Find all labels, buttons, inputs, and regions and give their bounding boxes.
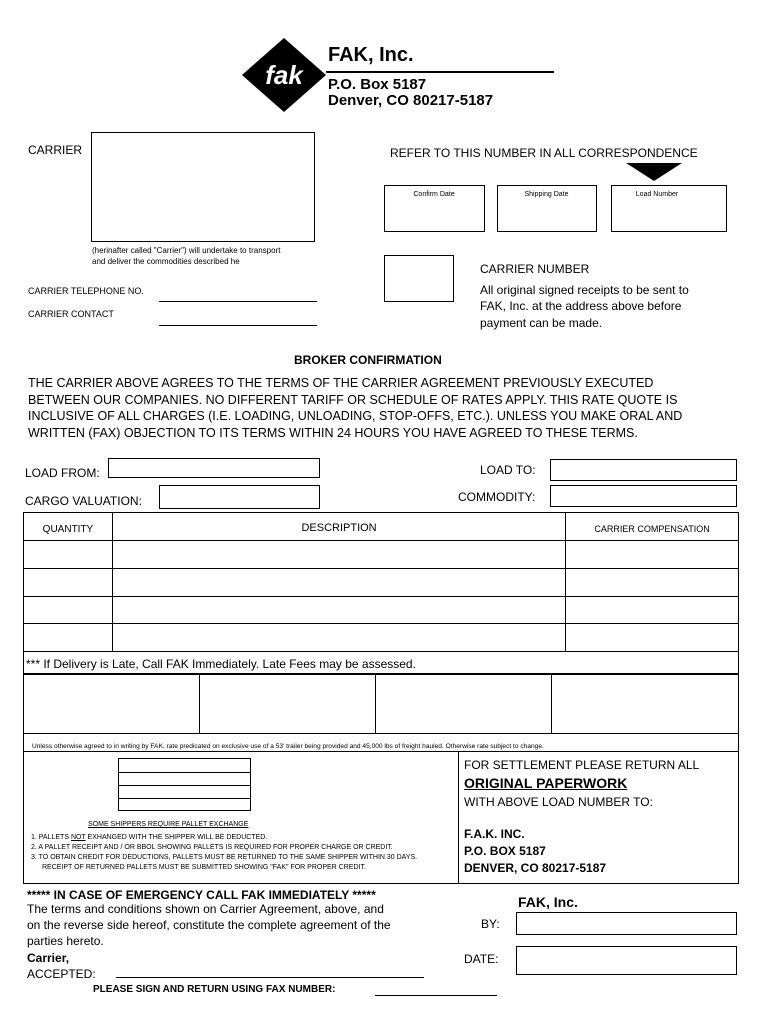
pallet-item-3a: 3. TO OBTAIN CREDIT FOR DEDUCTIONS, PALLETS MUST BE RETURNED TO THE SAME SHIPPER WITHIN 30 DAYS. <box>31 854 418 861</box>
settlement-address-1: F.A.K. INC. <box>464 827 525 841</box>
shipping-date-label: Shipping Date <box>524 191 569 198</box>
description-cell[interactable] <box>112 569 565 597</box>
by-field[interactable] <box>516 912 737 935</box>
date-label: DATE: <box>464 952 499 966</box>
pallet-divider <box>119 772 250 773</box>
pallet-item-3b: RECEIPT OF RETURNED PALLETS MUST BE SUBMITTED SHOWING "FAK" FOR PROPER CREDIT. <box>42 864 366 871</box>
footer-company: FAK, Inc. <box>518 894 578 910</box>
terms-line-2: on the reverse side hereof, constitute the complete agreement of the <box>27 918 391 932</box>
fak-logo <box>242 38 326 112</box>
carrier-signature-label: Carrier, <box>27 951 70 965</box>
terms-line-1: The terms and conditions shown on Carrier Agreement, above, and <box>27 902 384 916</box>
pallet-item-2: 2. A PALLET RECEIPT AND / OR BBOL SHOWING PALLETS IS REQUIRED FOR PROPER CHARGE OR CREDIT. <box>31 844 393 851</box>
accepted-signature-line[interactable] <box>116 977 424 978</box>
company-name: FAK, Inc. <box>328 44 414 66</box>
load-number-label: Load Number <box>635 191 679 198</box>
compensation-cell[interactable] <box>566 569 739 597</box>
load-to-field[interactable] <box>550 459 737 481</box>
carrier-number-label: CARRIER NUMBER <box>480 262 590 276</box>
compensation-header: CARRIER COMPENSATION <box>566 513 739 541</box>
confirm-date-field[interactable] <box>384 185 485 232</box>
by-label: BY: <box>481 917 500 931</box>
load-to-label: LOAD TO: <box>480 463 536 477</box>
carrier-label: CARRIER <box>28 143 83 157</box>
late-notice-row <box>23 651 739 675</box>
carrier-note-line-1: (herinafter called "Carrier") will undertake to transport <box>92 246 281 255</box>
quantity-cell[interactable] <box>24 624 113 652</box>
description-cell[interactable] <box>112 624 565 652</box>
receipts-line-3: payment can be made. <box>480 316 603 330</box>
commodity-field[interactable] <box>550 485 737 507</box>
carrier-name-field[interactable] <box>91 132 315 242</box>
fine-print-row <box>23 733 739 753</box>
receipts-line-2: FAK, Inc. at the address above before <box>480 299 682 313</box>
broker-line-1: THE CARRIER ABOVE AGREES TO THE TERMS OF THE CARRIER AGREEMENT PREVIOUSLY EXECUTED <box>28 376 654 390</box>
pallet-count-box[interactable] <box>118 758 251 811</box>
settlement-address-3: DENVER, CO 80217-5187 <box>464 861 607 875</box>
fax-label: PLEASE SIGN AND RETURN USING FAX NUMBER: <box>93 984 336 995</box>
compensation-cell[interactable] <box>566 624 739 652</box>
commodity-label: COMMODITY: <box>458 490 536 504</box>
header-rule <box>326 71 554 73</box>
description-cell[interactable] <box>112 597 565 624</box>
broker-title: BROKER CONFIRMATION <box>294 353 442 367</box>
quantity-cell[interactable] <box>24 569 113 597</box>
extra-cell[interactable] <box>199 674 375 736</box>
compensation-cell[interactable] <box>566 597 739 624</box>
description-cell[interactable] <box>112 541 565 569</box>
extra-cell[interactable] <box>24 674 200 736</box>
compensation-table <box>23 512 739 652</box>
table-header-row <box>24 513 739 541</box>
cargo-valuation-field[interactable] <box>159 485 320 509</box>
description-header: DESCRIPTION <box>112 513 565 541</box>
shipping-date-field[interactable] <box>497 185 597 232</box>
pallet-item-1: 1. PALLETS NOT EXHANGED WITH THE SHIPPER WILL BE DEDUCTED. <box>31 834 268 841</box>
table-row <box>24 624 739 652</box>
load-from-field[interactable] <box>108 458 320 478</box>
settlement-line-1: FOR SETTLEMENT PLEASE RETURN ALL <box>464 758 700 772</box>
late-notice-text: *** If Delivery is Late, Call FAK Immediately. Late Fees may be assessed. <box>26 657 416 671</box>
quantity-cell[interactable] <box>24 597 113 624</box>
carrier-telephone-label: CARRIER TELEPHONE NO. <box>28 286 144 296</box>
section-divider <box>458 752 459 883</box>
load-from-label: LOAD FROM: <box>25 466 100 480</box>
broker-line-2: BETWEEN OUR COMPANIES. NO DIFFERENT TARIFF OR SCHEDULE OF RATES APPLY. THIS RATE QUOTE IS <box>28 393 678 407</box>
extra-cell[interactable] <box>375 674 552 736</box>
logo-text: fak <box>265 60 303 90</box>
pallet-heading: SOME SHIPPERS REQUIRE PALLET EXCHANGE <box>88 821 249 828</box>
date-field[interactable] <box>516 946 737 975</box>
fax-number-line[interactable] <box>375 995 497 996</box>
carrier-note-line-2: and deliver the commodities described he <box>92 257 240 266</box>
broker-line-4: WRITTEN (FAX) OBJECTION TO ITS TERMS WITHIN 24 HOURS YOU HAVE AGREED TO THESE TERMS. <box>28 426 638 440</box>
carrier-contact-label: CARRIER CONTACT <box>28 309 114 319</box>
fine-print-text: Unless otherwise agreed to in writing by FAK, rate predicated on exclusive use of a 53' trailer being provided and 45,000 lbs of freight hauled. Otherwise rate subject to change. <box>32 743 544 750</box>
address-line-2: Denver, CO 80217-5187 <box>328 92 494 109</box>
quantity-header: QUANTITY <box>24 513 113 541</box>
terms-line-3: parties hereto. <box>27 934 104 948</box>
broker-line-3: INCLUSIVE OF ALL CHARGES (I.E. LOADING, UNLOADING, STOP-OFFS, ETC.). UNLESS YOU MAKE ORAL AND <box>28 409 683 423</box>
address-line-1: P.O. Box 5187 <box>328 76 427 93</box>
accepted-label: ACCEPTED: <box>27 967 96 981</box>
settlement-address-2: P.O. BOX 5187 <box>464 844 546 858</box>
cargo-valuation-label: CARGO VALUATION: <box>25 494 142 508</box>
emergency-notice: ***** IN CASE OF EMERGENCY CALL FAK IMMEDIATELY ***** <box>27 888 376 902</box>
pallet-divider <box>119 798 250 799</box>
table-row <box>24 569 739 597</box>
arrow-down-icon <box>626 163 682 181</box>
settlement-line-3: WITH ABOVE LOAD NUMBER TO: <box>464 795 653 809</box>
carrier-contact-line[interactable] <box>159 325 317 326</box>
extra-cell[interactable] <box>552 674 739 736</box>
table-row <box>24 597 739 624</box>
compensation-cell[interactable] <box>566 541 739 569</box>
table-row <box>24 541 739 569</box>
confirm-date-label: Confirm Date <box>413 191 455 198</box>
carrier-telephone-line[interactable] <box>159 301 317 302</box>
reference-heading: REFER TO THIS NUMBER IN ALL CORRESPONDENCE <box>390 146 698 160</box>
load-number-field[interactable] <box>611 185 727 232</box>
settlement-line-2: ORIGINAL PAPERWORK <box>464 775 628 791</box>
carrier-number-field[interactable] <box>384 255 454 302</box>
pallet-divider <box>119 785 250 786</box>
quantity-cell[interactable] <box>24 541 113 569</box>
extra-cells-row <box>23 673 739 736</box>
receipts-line-1: All original signed receipts to be sent to <box>480 283 689 297</box>
